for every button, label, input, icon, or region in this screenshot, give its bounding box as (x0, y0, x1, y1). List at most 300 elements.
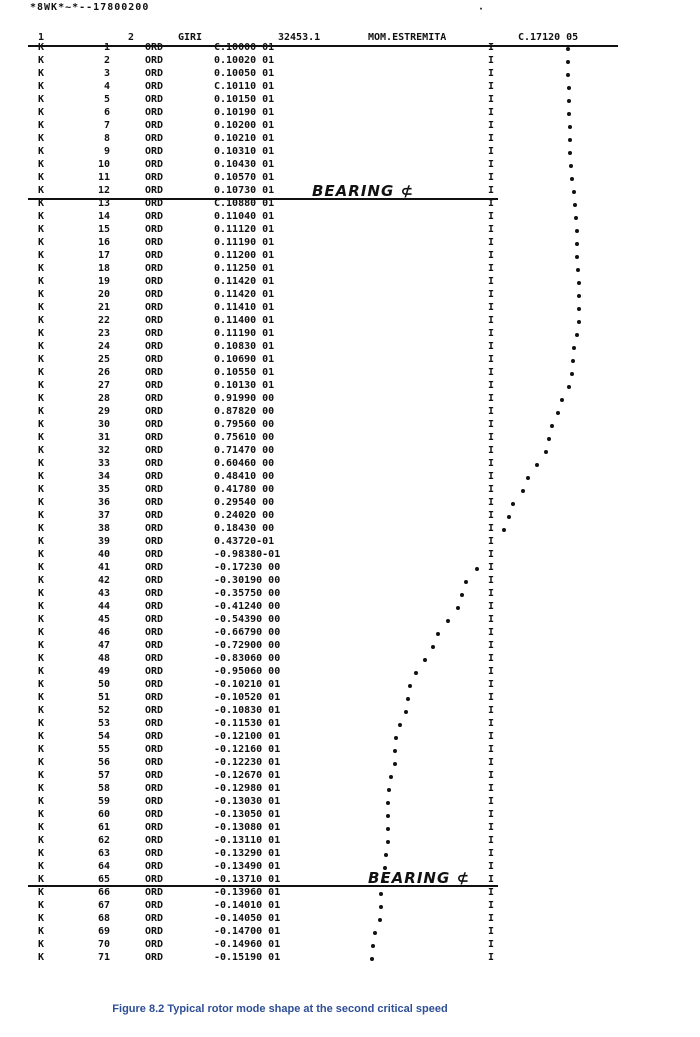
row-k-label: K (38, 627, 45, 638)
row-ord: ORD (145, 224, 164, 235)
mode-shape-point (572, 346, 576, 350)
table-row (0, 952, 700, 965)
row-ord: ORD (145, 302, 164, 313)
mode-shape-point (398, 723, 402, 727)
row-k-label: K (38, 536, 45, 547)
mode-shape-point (567, 99, 571, 103)
row-ord: ORD (145, 679, 164, 690)
mode-shape-point (436, 632, 440, 636)
row-ord: ORD (145, 120, 164, 131)
row-axis-mark: I (488, 367, 495, 378)
row-axis-mark: I (488, 471, 495, 482)
mode-shape-point (575, 242, 579, 246)
row-axis-mark: I (488, 835, 495, 846)
row-k-label: K (38, 42, 45, 53)
row-axis-mark: I (488, 640, 495, 651)
row-index: 49 (97, 666, 110, 677)
row-axis-mark: I (488, 627, 495, 638)
row-ord: ORD (145, 705, 164, 716)
mode-shape-point (560, 398, 564, 402)
row-axis-mark: I (488, 549, 495, 560)
row-k-label: K (38, 796, 45, 807)
table-row (0, 224, 700, 237)
row-k-label: K (38, 458, 45, 469)
row-ord: ORD (145, 510, 164, 521)
mode-shape-point (393, 762, 397, 766)
row-index: 53 (97, 718, 110, 729)
row-index: 39 (97, 536, 110, 547)
row-index: 7 (103, 120, 110, 131)
row-value: 0.11400 01 (214, 315, 275, 326)
row-k-label: K (38, 224, 45, 235)
row-k-label: K (38, 575, 45, 586)
table-row (0, 588, 700, 601)
row-ord: ORD (145, 874, 164, 885)
row-k-label: K (38, 393, 45, 404)
row-k-label: K (38, 198, 45, 209)
row-value: -0.13080 01 (214, 822, 281, 833)
row-axis-mark: I (488, 510, 495, 521)
mode-shape-point (567, 385, 571, 389)
row-ord: ORD (145, 419, 164, 430)
table-row (0, 926, 700, 939)
row-ord: ORD (145, 848, 164, 859)
row-index: 41 (97, 562, 110, 573)
row-ord: ORD (145, 640, 164, 651)
row-ord: ORD (145, 822, 164, 833)
row-ord: ORD (145, 328, 164, 339)
row-k-label: K (38, 250, 45, 261)
row-value: -0.17230 00 (214, 562, 281, 573)
col-desc: MOM.ESTREMITA (368, 32, 447, 43)
mode-shape-point (414, 671, 418, 675)
mode-shape-point (507, 515, 511, 519)
mode-shape-point (556, 411, 560, 415)
table-row (0, 211, 700, 224)
mode-shape-point (535, 463, 539, 467)
table-row (0, 68, 700, 81)
table-row (0, 887, 700, 900)
table-row (0, 380, 700, 393)
row-index: 66 (97, 887, 110, 898)
row-index: 19 (97, 276, 110, 287)
row-ord: ORD (145, 367, 164, 378)
row-ord: ORD (145, 250, 164, 261)
table-row (0, 289, 700, 302)
row-index: 38 (97, 523, 110, 534)
table-row (0, 471, 700, 484)
bearing-line-1 (28, 198, 498, 200)
row-k-label: K (38, 926, 45, 937)
table-row (0, 42, 700, 55)
mode-shape-point (423, 658, 427, 662)
row-axis-mark: I (488, 575, 495, 586)
row-axis-mark: I (488, 133, 495, 144)
table-row (0, 302, 700, 315)
row-k-label: K (38, 562, 45, 573)
row-ord: ORD (145, 887, 164, 898)
row-ord: ORD (145, 601, 164, 612)
row-index: 16 (97, 237, 110, 248)
row-value: -0.13490 01 (214, 861, 281, 872)
table-row (0, 718, 700, 731)
row-k-label: K (38, 939, 45, 950)
row-ord: ORD (145, 146, 164, 157)
row-value: 0.11250 01 (214, 263, 275, 274)
col-idx: 2 (128, 32, 135, 43)
row-axis-mark: I (488, 757, 495, 768)
table-row (0, 705, 700, 718)
row-k-label: K (38, 367, 45, 378)
table-row (0, 562, 700, 575)
row-axis-mark: I (488, 822, 495, 833)
mode-shape-point (511, 502, 515, 506)
row-value: 0.41780 00 (214, 484, 275, 495)
row-k-label: K (38, 757, 45, 768)
mode-shape-point (386, 814, 390, 818)
row-axis-mark: I (488, 536, 495, 547)
row-value: 0.11190 01 (214, 328, 275, 339)
row-k-label: K (38, 731, 45, 742)
row-ord: ORD (145, 809, 164, 820)
row-index: 26 (97, 367, 110, 378)
row-axis-mark: I (488, 718, 495, 729)
row-value: 0.48410 00 (214, 471, 275, 482)
row-k-label: K (38, 718, 45, 729)
row-value: -0.95060 00 (214, 666, 281, 677)
mode-shape-point (568, 151, 572, 155)
mode-shape-point (570, 177, 574, 181)
row-axis-mark: I (488, 601, 495, 612)
row-value: C.10000 01 (214, 42, 275, 53)
row-ord: ORD (145, 770, 164, 781)
table-row (0, 640, 700, 653)
table-row (0, 458, 700, 471)
row-ord: ORD (145, 783, 164, 794)
row-value: -0.83060 00 (214, 653, 281, 664)
row-index: 57 (97, 770, 110, 781)
mode-shape-point (577, 307, 581, 311)
table-row (0, 731, 700, 744)
row-axis-mark: I (488, 68, 495, 79)
row-index: 15 (97, 224, 110, 235)
row-axis-mark: I (488, 783, 495, 794)
row-value: -0.10830 01 (214, 705, 281, 716)
row-axis-mark: I (488, 81, 495, 92)
row-axis-mark: I (488, 731, 495, 742)
table-row (0, 809, 700, 822)
row-axis-mark: I (488, 107, 495, 118)
row-axis-mark: I (488, 887, 495, 898)
row-k-label: K (38, 770, 45, 781)
mode-shape-point (378, 918, 382, 922)
mode-shape-point (577, 320, 581, 324)
row-value: -0.13290 01 (214, 848, 281, 859)
row-value: 0.10150 01 (214, 94, 275, 105)
mode-shape-point (371, 944, 375, 948)
row-axis-mark: I (488, 328, 495, 339)
mode-shape-point (547, 437, 551, 441)
row-index: 21 (97, 302, 110, 313)
mode-shape-point (370, 957, 374, 961)
row-ord: ORD (145, 575, 164, 586)
table-row (0, 627, 700, 640)
row-value: -0.13710 01 (214, 874, 281, 885)
row-value: -0.35750 00 (214, 588, 281, 599)
row-value: 0.43720-01 (214, 536, 275, 547)
mode-shape-point (544, 450, 548, 454)
row-axis-mark: I (488, 276, 495, 287)
row-k-label: K (38, 887, 45, 898)
row-axis-mark: I (488, 666, 495, 677)
row-index: 50 (97, 679, 110, 690)
row-index: 60 (97, 809, 110, 820)
table-row (0, 107, 700, 120)
row-k-label: K (38, 744, 45, 755)
table-row (0, 549, 700, 562)
row-value: -0.10520 01 (214, 692, 281, 703)
mode-shape-point (389, 775, 393, 779)
table-row (0, 81, 700, 94)
table-row (0, 835, 700, 848)
row-index: 14 (97, 211, 110, 222)
row-index: 23 (97, 328, 110, 339)
row-ord: ORD (145, 588, 164, 599)
row-index: 28 (97, 393, 110, 404)
row-ord: ORD (145, 211, 164, 222)
row-axis-mark: I (488, 406, 495, 417)
row-ord: ORD (145, 315, 164, 326)
mode-shape-point (384, 853, 388, 857)
row-ord: ORD (145, 406, 164, 417)
row-ord: ORD (145, 861, 164, 872)
row-value: 0.71470 00 (214, 445, 275, 456)
row-k-label: K (38, 263, 45, 274)
row-k-label: K (38, 913, 45, 924)
header-tick: · (478, 4, 485, 15)
mode-shape-point (566, 73, 570, 77)
row-index: 35 (97, 484, 110, 495)
row-index: 3 (103, 68, 110, 79)
row-k-label: K (38, 705, 45, 716)
row-ord: ORD (145, 81, 164, 92)
row-value: -0.13050 01 (214, 809, 281, 820)
row-ord: ORD (145, 198, 164, 209)
table-row (0, 146, 700, 159)
row-value: 0.10730 01 (214, 185, 275, 196)
row-ord: ORD (145, 536, 164, 547)
row-index: 17 (97, 250, 110, 261)
row-k-label: K (38, 120, 45, 131)
row-ord: ORD (145, 562, 164, 573)
table-row (0, 783, 700, 796)
table-row (0, 133, 700, 146)
table-row (0, 120, 700, 133)
row-ord: ORD (145, 900, 164, 911)
row-axis-mark: I (488, 809, 495, 820)
row-axis-mark: I (488, 679, 495, 690)
row-ord: ORD (145, 939, 164, 950)
mode-shape-point (568, 125, 572, 129)
row-index: 37 (97, 510, 110, 521)
row-index: 13 (97, 198, 110, 209)
row-index: 63 (97, 848, 110, 859)
row-index: 61 (97, 822, 110, 833)
row-value: 0.29540 00 (214, 497, 275, 508)
row-axis-mark: I (488, 770, 495, 781)
row-value: 0.18430 00 (214, 523, 275, 534)
row-ord: ORD (145, 913, 164, 924)
row-index: 51 (97, 692, 110, 703)
row-axis-mark: I (488, 861, 495, 872)
row-axis-mark: I (488, 341, 495, 352)
row-index: 42 (97, 575, 110, 586)
col-ord: GIRI (178, 32, 203, 43)
row-value: -0.12670 01 (214, 770, 281, 781)
row-k-label: K (38, 146, 45, 157)
row-value: 0.10430 01 (214, 159, 275, 170)
row-k-label: K (38, 341, 45, 352)
row-k-label: K (38, 302, 45, 313)
row-k-label: K (38, 419, 45, 430)
row-axis-mark: I (488, 705, 495, 716)
row-index: 67 (97, 900, 110, 911)
row-axis-mark: I (488, 614, 495, 625)
row-ord: ORD (145, 172, 164, 183)
table-row (0, 445, 700, 458)
row-k-label: K (38, 523, 45, 534)
row-k-label: K (38, 81, 45, 92)
table-row (0, 666, 700, 679)
table-row (0, 900, 700, 913)
row-k-label: K (38, 861, 45, 872)
row-index: 56 (97, 757, 110, 768)
row-index: 22 (97, 315, 110, 326)
mode-shape-point (456, 606, 460, 610)
row-value: 0.10020 01 (214, 55, 275, 66)
mode-shape-point (393, 749, 397, 753)
row-k-label: K (38, 380, 45, 391)
mode-shape-point (575, 229, 579, 233)
row-axis-mark: I (488, 120, 495, 131)
row-ord: ORD (145, 796, 164, 807)
row-value: -0.12100 01 (214, 731, 281, 742)
row-axis-mark: I (488, 952, 495, 963)
row-value: -0.12160 01 (214, 744, 281, 755)
row-axis-mark: I (488, 419, 495, 430)
mode-shape-point (571, 359, 575, 363)
row-index: 36 (97, 497, 110, 508)
row-k-label: K (38, 510, 45, 521)
mode-shape-point (575, 255, 579, 259)
mode-shape-point (404, 710, 408, 714)
row-axis-mark: I (488, 926, 495, 937)
row-k-label: K (38, 783, 45, 794)
mode-shape-point (387, 788, 391, 792)
row-value: 0.24020 00 (214, 510, 275, 521)
row-index: 11 (97, 172, 110, 183)
row-index: 33 (97, 458, 110, 469)
row-index: 62 (97, 835, 110, 846)
mode-shape-point (568, 138, 572, 142)
row-index: 31 (97, 432, 110, 443)
row-index: 10 (97, 159, 110, 170)
row-value: 0.91990 00 (214, 393, 275, 404)
row-index: 27 (97, 380, 110, 391)
row-axis-mark: I (488, 692, 495, 703)
row-k-label: K (38, 809, 45, 820)
row-k-label: K (38, 445, 45, 456)
row-index: 5 (103, 94, 110, 105)
table-row (0, 55, 700, 68)
row-k-label: K (38, 679, 45, 690)
row-ord: ORD (145, 237, 164, 248)
row-value: C.10880 01 (214, 198, 275, 209)
row-index: 52 (97, 705, 110, 716)
row-axis-mark: I (488, 237, 495, 248)
row-axis-mark: I (488, 380, 495, 391)
table-row (0, 250, 700, 263)
row-axis-mark: I (488, 744, 495, 755)
row-index: 25 (97, 354, 110, 365)
row-value: C.10110 01 (214, 81, 275, 92)
row-axis-mark: I (488, 653, 495, 664)
row-axis-mark: I (488, 497, 495, 508)
row-value: 0.75610 00 (214, 432, 275, 443)
row-ord: ORD (145, 458, 164, 469)
row-value: 0.10190 01 (214, 107, 275, 118)
table-row (0, 432, 700, 445)
bearing-label-2: BEARING ⊄ (368, 869, 471, 887)
table-row (0, 848, 700, 861)
row-value: 0.10830 01 (214, 341, 275, 352)
row-value: -0.14050 01 (214, 913, 281, 924)
row-k-label: K (38, 848, 45, 859)
mode-shape-point (379, 892, 383, 896)
row-ord: ORD (145, 549, 164, 560)
row-value: 0.10210 01 (214, 133, 275, 144)
row-k-label: K (38, 172, 45, 183)
row-value: -0.13030 01 (214, 796, 281, 807)
row-value: 0.11420 01 (214, 289, 275, 300)
row-k-label: K (38, 874, 45, 885)
table-row (0, 939, 700, 952)
row-ord: ORD (145, 133, 164, 144)
row-k-label: K (38, 107, 45, 118)
row-k-label: K (38, 432, 45, 443)
row-axis-mark: I (488, 250, 495, 261)
row-axis-mark: I (488, 393, 495, 404)
row-k-label: K (38, 185, 45, 196)
row-k-label: K (38, 614, 45, 625)
row-axis-mark: I (488, 796, 495, 807)
row-index: 54 (97, 731, 110, 742)
row-index: 68 (97, 913, 110, 924)
row-k-label: K (38, 692, 45, 703)
table-row (0, 536, 700, 549)
row-index: 58 (97, 783, 110, 794)
row-index: 46 (97, 627, 110, 638)
row-index: 1 (103, 42, 110, 53)
row-ord: ORD (145, 55, 164, 66)
mode-shape-point (566, 60, 570, 64)
row-index: 45 (97, 614, 110, 625)
row-ord: ORD (145, 926, 164, 937)
mode-shape-point (460, 593, 464, 597)
mode-shape-point (464, 580, 468, 584)
row-value: -0.13960 01 (214, 887, 281, 898)
row-index: 18 (97, 263, 110, 274)
